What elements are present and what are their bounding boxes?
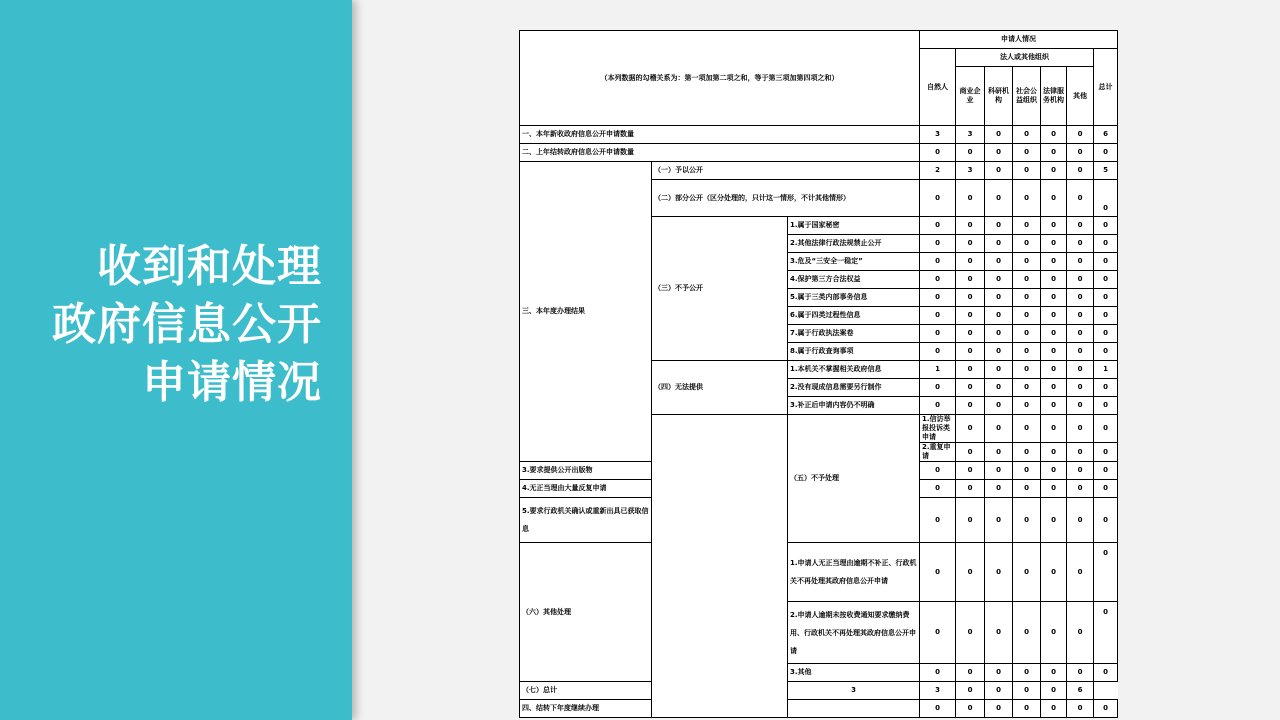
cell-legal-service: 0 [1041,602,1067,664]
cell-natural: 0 [920,343,956,361]
col-other: 其他 [1067,67,1094,126]
group-label: （四）无法提供 [652,361,788,415]
cell-legal-service: 0 [1041,325,1067,343]
group-label: （五）不予处理 [788,415,920,543]
cell-natural: 0 [956,443,985,462]
cell-social: 0 [1013,343,1041,361]
cell-natural: 0 [956,415,985,443]
cell-natural: 1 [920,361,956,379]
cell-research: 0 [985,253,1013,271]
row-label: 1.属于国家秘密 [788,217,920,235]
cell-total: 0 [1094,180,1118,217]
cell-total: 0 [1094,664,1118,682]
cell-total: 0 [1094,379,1118,397]
row-label: 2.没有现成信息需要另行制作 [788,379,920,397]
cell-legal-service: 0 [1041,397,1067,415]
cell-commercial: 0 [956,480,985,498]
cell-commercial: 0 [956,498,985,543]
cell-other: 0 [1067,700,1094,718]
row-label: 3.其他 [788,664,920,682]
cell-total: 0 [1094,343,1118,361]
section-3-continued [652,415,788,718]
cell-total: 0 [1094,271,1118,289]
cell-legal-service: 0 [1041,126,1067,144]
cell-research: 0 [985,664,1013,682]
cell-research: 0 [985,144,1013,162]
cell-research: 0 [1013,443,1041,462]
cell-natural: 0 [920,664,956,682]
cell-legal-service: 0 [1041,498,1067,543]
cell-research: 0 [985,602,1013,664]
group-label: （六）其他处理 [520,543,652,682]
cell-total: 0 [1094,217,1118,235]
cell-social: 0 [1013,253,1041,271]
cell-natural: 0 [920,253,956,271]
cell-social: 0 [1013,361,1041,379]
cell-commercial: 0 [985,443,1013,462]
cell-legal-service: 0 [1041,361,1067,379]
cell-total: 0 [1094,602,1118,664]
row-label: 1.申请人无正当理由逾期不补正、行政机关不再处理其政府信息公开申请 [788,543,920,602]
cell-research: 0 [985,397,1013,415]
cell-research: 0 [985,180,1013,217]
cell-social: 0 [1013,397,1041,415]
cell-commercial: 0 [956,289,985,307]
row-label: 二、上年结转政府信息公开申请数量 [520,144,920,162]
cell-legal-service: 0 [1067,443,1094,462]
cell-commercial: 0 [956,144,985,162]
cell-social: 0 [1013,462,1041,480]
cell-legal-service: 0 [1041,480,1067,498]
row-label: （二）部分公开（区分处理的，只计这一情形，不计其他情形） [652,180,920,217]
col-natural: 自然人 [920,49,956,126]
cell-legal-service: 0 [1041,307,1067,325]
cell-natural: 0 [920,397,956,415]
cell-natural: 0 [920,462,956,480]
cell-other: 0 [1067,180,1094,217]
cell-social: 0 [1013,126,1041,144]
table-note: （本列数据的勾稽关系为：第一项加第二项之和，等于第三项加第四项之和） [520,31,920,126]
cell-legal-service: 0 [1041,289,1067,307]
row-label: 3.危及“三安全一稳定” [788,253,920,271]
cell-natural: 0 [920,271,956,289]
cell-other: 0 [1067,361,1094,379]
cell-research: 0 [956,682,985,700]
cell-commercial: 0 [956,543,985,602]
cell-natural: 0 [920,325,956,343]
row-label: 4.无正当理由大量反复申请 [520,480,652,498]
cell-other: 0 [1067,343,1094,361]
cell-legal-service: 0 [1041,217,1067,235]
row-label: 3.要求提供公开出版物 [520,462,652,480]
cell-total: 0 [1094,253,1118,271]
cell-other: 0 [1067,144,1094,162]
cell-other: 0 [1067,379,1094,397]
sidebar-panel [0,0,352,720]
cell-social: 0 [1013,271,1041,289]
cell-total: 0 [1094,397,1118,415]
row-label: 5.要求行政机关确认或重新出具已获取信息 [520,498,652,543]
cell-social: 0 [1013,307,1041,325]
cell-social: 0 [1041,443,1067,462]
col-research: 科研机构 [985,67,1013,126]
cell-social: 0 [1013,162,1041,180]
cell-commercial: 0 [956,664,985,682]
cell-social: 0 [1013,480,1041,498]
cell-other: 0 [1067,325,1094,343]
cell-natural: 2 [920,162,956,180]
cell-commercial: 0 [956,271,985,289]
cell-social: 0 [1013,700,1041,718]
row-label: （一）予以公开 [652,162,920,180]
cell-commercial: 0 [956,235,985,253]
slide-title-line-2: 政府信息公开 [52,299,322,350]
cell-total: 6 [1067,682,1094,700]
cell-natural: 3 [920,126,956,144]
cell-research: 0 [985,498,1013,543]
cell-natural: 0 [920,307,956,325]
cell-commercial: 3 [956,126,985,144]
applicant-header: 申请人情况 [920,31,1118,49]
cell-research: 0 [985,700,1013,718]
slide-title [52,238,322,412]
cell-total: 0 [1094,543,1118,602]
cell-social: 0 [1013,498,1041,543]
legal-header: 法人或其他组织 [956,49,1094,67]
cell-natural: 0 [920,602,956,664]
row-label: 2.其他法律行政法规禁止公开 [788,235,920,253]
cell-social: 0 [1013,664,1041,682]
cell-natural: 0 [920,379,956,397]
cell-legal-service: 0 [1013,682,1041,700]
row-label: 7.属于行政执法案卷 [788,325,920,343]
row-label: 6.属于四类过程性信息 [788,307,920,325]
cell-total: 1 [1094,361,1118,379]
cell-social: 0 [1013,543,1041,602]
cell-legal-service: 0 [1041,235,1067,253]
cell-commercial: 0 [956,397,985,415]
cell-legal-service: 0 [1041,462,1067,480]
cell-other: 0 [1067,543,1094,602]
cell-commercial: 0 [956,343,985,361]
cell-natural: 0 [920,289,956,307]
cell-social: 0 [1013,379,1041,397]
cell-commercial: 0 [956,462,985,480]
cell-natural: 3 [788,682,920,700]
cell-natural: 0 [920,217,956,235]
col-commercial: 商业企业 [956,67,985,126]
cell-research: 0 [1013,415,1041,443]
cell-research: 0 [985,217,1013,235]
cell-research: 0 [985,379,1013,397]
cell-other: 0 [1067,664,1094,682]
cell-other: 0 [1067,271,1094,289]
cell-other: 0 [1067,217,1094,235]
group-label: （三）不予公开 [652,217,788,361]
cell-legal-service: 0 [1041,343,1067,361]
cell-commercial: 3 [920,682,956,700]
cell-legal-service: 0 [1041,180,1067,217]
cell-other: 0 [1067,498,1094,543]
cell-other: 0 [1067,480,1094,498]
cell-other: 0 [1067,602,1094,664]
cell-total: 0 [1094,289,1118,307]
cell-commercial: 0 [956,325,985,343]
cell-other: 0 [1067,126,1094,144]
cell-social: 0 [1013,235,1041,253]
cell-natural: 0 [920,180,956,217]
row-label: 1.本机关不掌握相关政府信息 [788,361,920,379]
cell-social: 0 [1013,144,1041,162]
cell-research: 0 [985,162,1013,180]
cell-legal-service: 0 [1041,144,1067,162]
cell-research: 0 [985,361,1013,379]
cell-legal-service: 0 [1041,700,1067,718]
cell-other: 0 [1067,307,1094,325]
col-social: 社会公益组织 [1013,67,1041,126]
cell-commercial: 0 [956,379,985,397]
cell-total: 6 [1094,126,1118,144]
col-legal-service: 法律服务机构 [1041,67,1067,126]
row-label: 1.信访举报投诉类申请 [920,415,956,443]
cell-other: 0 [1067,289,1094,307]
cell-commercial: 0 [985,415,1013,443]
cell-commercial: 0 [956,307,985,325]
cell-total: 0 [1094,480,1118,498]
section-3-label: 三、本年度办理结果 [520,162,652,462]
cell-legal-service: 0 [1041,379,1067,397]
cell-total: 0 [1094,700,1118,718]
cell-research: 0 [985,289,1013,307]
row-label: 四、结转下年度继续办理 [520,700,920,718]
row-label: （七）总计 [520,682,788,700]
cell-legal-service: 0 [1041,253,1067,271]
cell-other: 0 [1041,682,1067,700]
cell-research: 0 [985,307,1013,325]
cell-other: 0 [1067,462,1094,480]
cell-commercial: 0 [956,217,985,235]
cell-social: 0 [1013,602,1041,664]
cell-legal-service: 0 [1041,664,1067,682]
cell-legal-service: 0 [1067,415,1094,443]
cell-commercial: 0 [956,361,985,379]
cell-commercial: 0 [956,180,985,217]
cell-total: 5 [1094,162,1118,180]
cell-research: 0 [985,235,1013,253]
cell-social: 0 [1013,180,1041,217]
slide-title-line-1: 收到和处理 [97,241,322,292]
cell-legal-service: 0 [1041,271,1067,289]
cell-total: 0 [1094,498,1118,543]
cell-legal-service: 0 [1041,162,1067,180]
cell-natural: 0 [920,498,956,543]
cell-commercial: 3 [956,162,985,180]
cell-natural: 0 [920,144,956,162]
cell-research: 0 [985,325,1013,343]
row-label: 5.属于三类内部事务信息 [788,289,920,307]
slide-title-line-3: 申请情况 [142,357,322,408]
cell-other: 0 [1094,415,1118,443]
cell-research: 0 [985,126,1013,144]
cell-other: 0 [1067,253,1094,271]
cell-commercial: 0 [956,253,985,271]
cell-commercial: 0 [956,602,985,664]
cell-other: 0 [1067,162,1094,180]
cell-research: 0 [985,543,1013,602]
cell-other: 0 [1067,397,1094,415]
cell-research: 0 [985,271,1013,289]
cell-social: 0 [1013,325,1041,343]
row-label: 2.重复申请 [920,443,956,462]
row-label: 一、本年新收政府信息公开申请数量 [520,126,920,144]
disclosure-table [519,30,1118,718]
cell-natural: 0 [920,700,956,718]
cell-other: 0 [1067,235,1094,253]
row-label: 3.补正后申请内容仍不明确 [788,397,920,415]
cell-commercial: 0 [956,700,985,718]
cell-research: 0 [985,480,1013,498]
cell-total: 0 [1094,325,1118,343]
cell-social: 0 [985,682,1013,700]
row-label: 8.属于行政查询事项 [788,343,920,361]
cell-natural: 0 [920,543,956,602]
cell-legal-service: 0 [1041,543,1067,602]
cell-natural: 0 [920,480,956,498]
cell-social: 0 [1041,415,1067,443]
cell-research: 0 [985,462,1013,480]
cell-social: 0 [1013,289,1041,307]
cell-natural: 0 [920,235,956,253]
cell-other: 0 [1094,443,1118,462]
cell-total: 0 [1094,307,1118,325]
row-label: 4.保护第三方合法权益 [788,271,920,289]
cell-total: 0 [1094,462,1118,480]
cell-total: 0 [1094,144,1118,162]
col-total: 总计 [1094,49,1118,126]
cell-research: 0 [985,343,1013,361]
row-label: 2.申请人逾期未按收费通知要求缴纳费用、行政机关不再处理其政府信息公开申请 [788,602,920,664]
cell-social: 0 [1013,217,1041,235]
cell-total: 0 [1094,235,1118,253]
